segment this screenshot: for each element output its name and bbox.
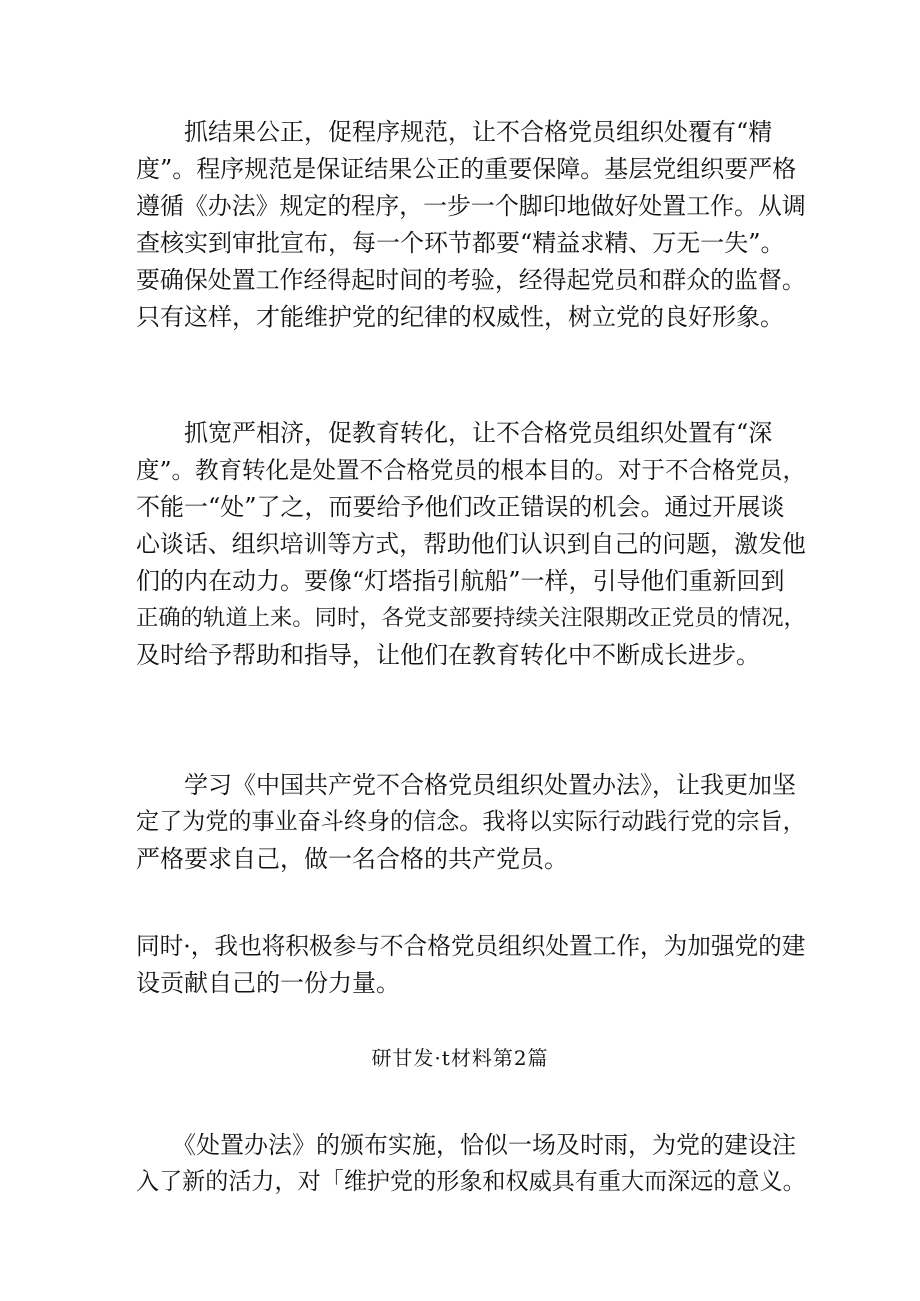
section-heading: 研甘发·t材料第2篇: [371, 1046, 549, 1070]
text-line: 设贡献自己的一份力量。: [136, 969, 400, 997]
paragraph-study: [136, 767, 806, 878]
text-line: 《处置办法》的颁布实施，恰似一场及时雨，为党的建设注: [136, 1131, 796, 1159]
text-line: 入了新的活力，对「维护党的形象和权威具有重大而深远的意义。: [136, 1169, 806, 1195]
paragraph-closing: [136, 1127, 806, 1201]
text-line: 度”。教育转化是处置不合格党员的根本目的。对于不合格党员，: [136, 456, 807, 484]
text-line: 学习《中国共产党不合格党员组织处置办法》，让我更加坚: [136, 771, 796, 799]
text-line: 及时给予帮助和指导，让他们在教育转化中不断成长进步。: [136, 641, 760, 669]
text-line: 严格要求自己，做一名合格的共产党员。: [136, 845, 568, 873]
paragraph-education: [136, 415, 806, 674]
text-line: 抓宽严相济，促教育转化，让不合格党员组织处置有“深: [136, 419, 773, 447]
text-line: 要确保处置工作经得起时间的考验，经得起党员和群众的监督。: [136, 266, 806, 294]
text-line: 心谈话、组织培训等方式，帮助他们认识到自己的问题，激发他: [136, 530, 806, 558]
text-line: 度”。程序规范是保证结果公正的重要保障。基层党组织要严格: [136, 155, 797, 183]
text-line: 定了为党的事业奋斗终身的信念。我将以实际行动践行党的宗旨，: [136, 809, 806, 835]
text-line: 查核实到审批宣布，每一个环节都要“精益求精、万无一失”。: [136, 229, 785, 257]
text-line: 只有这样，才能维护党的纪律的权威性，树立党的良好形象。: [136, 303, 784, 331]
text-line: 同时·，我也将积极参与不合格党员组织处置工作，为加强党的建: [136, 932, 806, 960]
paragraph-fairness: [136, 114, 806, 336]
text-line: 抓结果公正，促程序规范，让不合格党员组织处覆有“精: [136, 118, 773, 146]
text-line: 正确的轨道上来。同时，各党支部要持续关注限期改正党员的情况，: [136, 605, 806, 631]
text-line: 不能一“处”了之，而要给予他们改正错误的机会。通过开展谈: [136, 493, 785, 521]
text-line: 遵循《办法》规定的程序，一步一个脚印地做好处置工作。从调: [136, 192, 806, 220]
text-line: 们的内在动力。要像“灯塔指引航船”一样，引导他们重新回到: [136, 567, 785, 595]
paragraph-participation: [136, 928, 806, 1002]
